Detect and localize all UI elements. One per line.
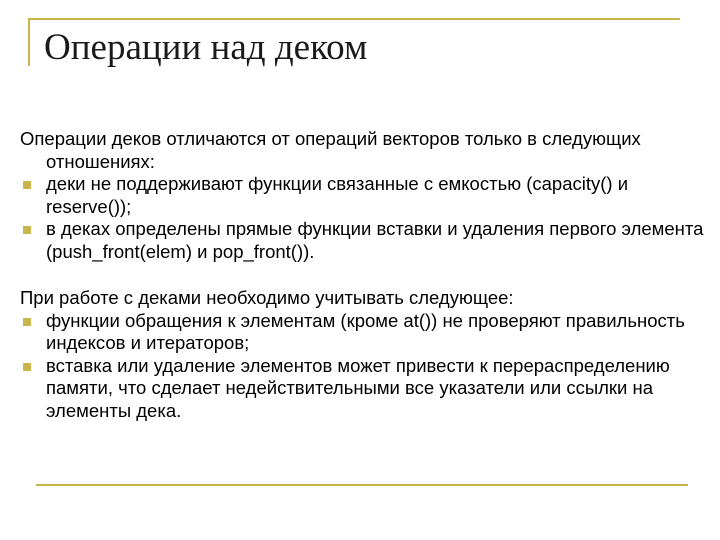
slide-body [20, 128, 710, 422]
square-bullet-icon [23, 318, 31, 326]
square-bullet-icon [23, 181, 31, 189]
bullet-list [20, 310, 710, 423]
list-item [20, 310, 710, 355]
bullet-text: в деках определены прямые функции вставки и удаления первого элемента (push_front(elem) и pop_front()). [46, 218, 704, 262]
paragraph-deque-differences [20, 128, 710, 263]
paragraph-lead: При работе с деками необходимо учитывать следующее: [20, 287, 514, 308]
bottom-rule [36, 484, 688, 486]
title-top-rule [28, 18, 680, 20]
list-item [20, 218, 710, 263]
slide-title: Операции над деком [44, 27, 368, 68]
list-item [20, 355, 710, 423]
paragraph-deque-cautions [20, 287, 710, 422]
paragraph-lead: Операции деков отличаются от операций векторов только в следующих отношениях: [20, 128, 641, 172]
list-item [20, 173, 710, 218]
bullet-text: функции обращения к элементам (кроме at()) не проверяют правильность индексов и итераторов; [46, 309, 685, 353]
bullet-text: деки не поддерживают функции связанные с емкостью (capacity() и reserve()); [46, 173, 629, 217]
square-bullet-icon [23, 363, 31, 371]
bullet-text: вставка или удаление элементов может привести к перераспределению памяти, что сделает недействительными все указатели или ссылки на элементы дека. [46, 354, 670, 421]
square-bullet-icon [23, 226, 31, 234]
title-left-rule [28, 18, 30, 66]
bullet-list [20, 173, 710, 263]
